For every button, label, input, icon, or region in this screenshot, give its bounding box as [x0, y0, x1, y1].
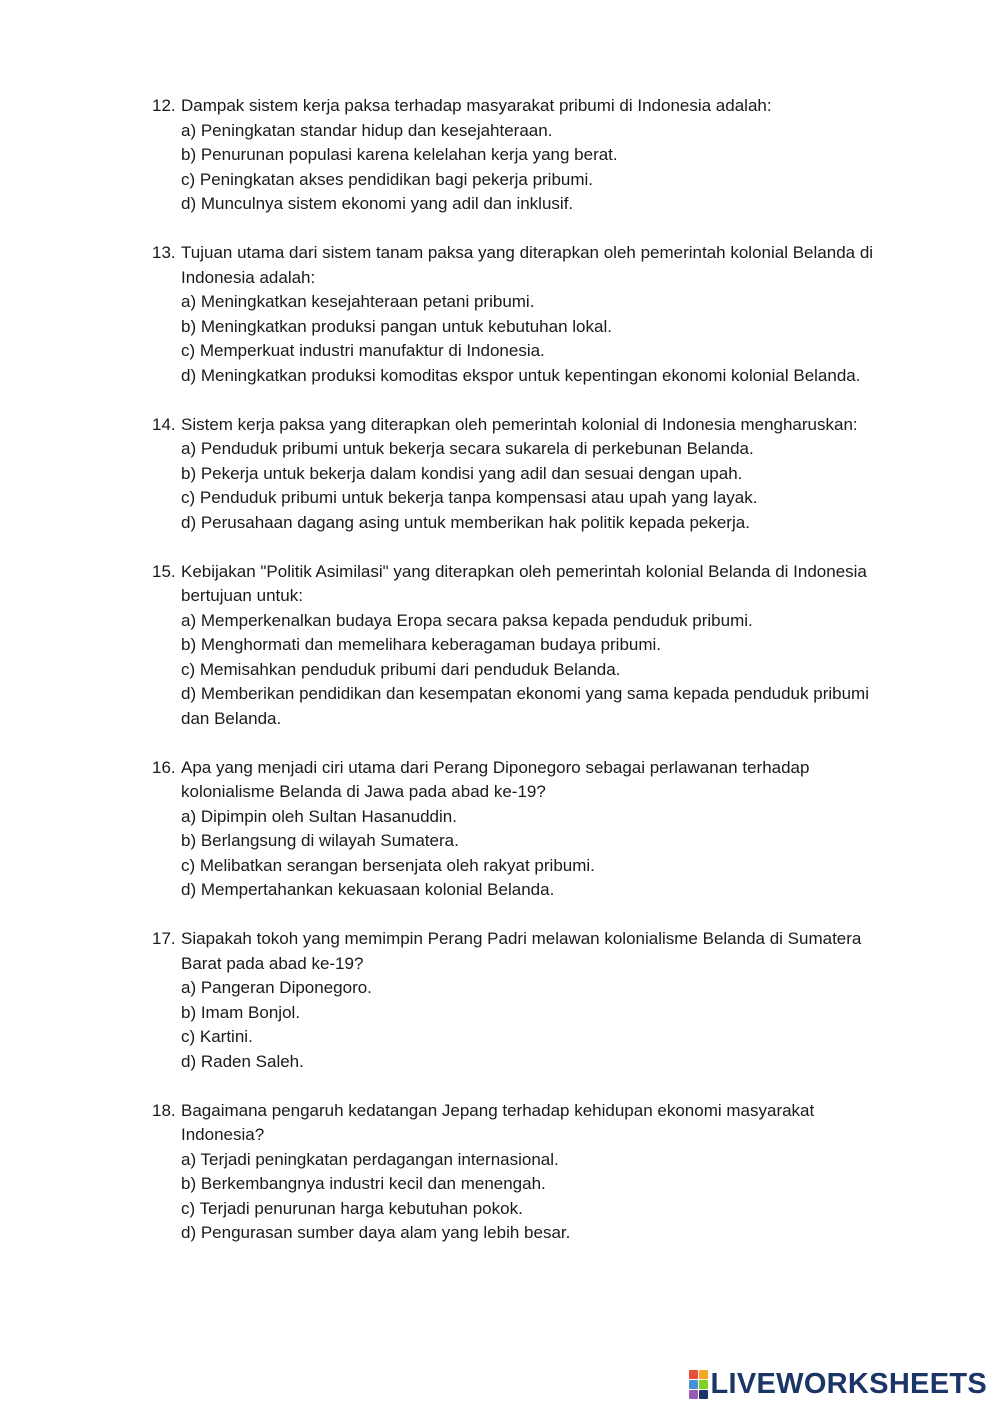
option-a: a) Penduduk pribumi untuk bekerja secara sukarela di perkebunan Belanda. — [181, 439, 754, 458]
logo-square-icon — [689, 1390, 698, 1399]
question-15 — [152, 560, 892, 732]
option-list — [152, 1148, 892, 1246]
question-stem — [152, 413, 892, 438]
option-a: a) Meningkatkan kesejahteraan petani pribumi. — [181, 292, 535, 311]
option-a: a) Pangeran Diponegoro. — [181, 978, 372, 997]
question-text: Sistem kerja paksa yang diterapkan oleh pemerintah kolonial di Indonesia mengharuskan: — [181, 414, 858, 434]
option-b: b) Menghormati dan memelihara keberagaman budaya pribumi. — [181, 635, 662, 654]
option-a: a) Dipimpin oleh Sultan Hasanuddin. — [181, 806, 457, 826]
option-list — [152, 437, 892, 535]
question-number: 13. — [152, 243, 176, 262]
option-c: c) Terjadi penurunan harga kebutuhan pokok. — [181, 1198, 523, 1218]
liveworksheets-logo — [689, 1368, 988, 1400]
liveworksheets-logo-icon — [689, 1370, 708, 1399]
question-16 — [152, 756, 892, 903]
question-text: Bagaimana pengaruh kedatangan Jepang terhadap kehidupan ekonomi masyarakat Indonesia? — [181, 1100, 815, 1144]
liveworksheets-logo-text: LIVEWORKSHEETS — [710, 1368, 987, 1400]
option-a: a) Peningkatan standar hidup dan kesejahteraan. — [181, 120, 553, 140]
question-13 — [152, 241, 892, 388]
option-d: d) Munculnya sistem ekonomi yang adil dan inklusif. — [181, 194, 574, 213]
option-d: d) Perusahaan dagang asing untuk memberikan hak politik kepada pekerja. — [181, 512, 750, 532]
option-b: b) Meningkatkan produksi pangan untuk kebutuhan lokal. — [181, 316, 612, 336]
question-number: 18. — [152, 1100, 176, 1120]
option-c: c) Penduduk pribumi untuk bekerja tanpa kompensasi atau upah yang layak. — [181, 488, 758, 507]
question-text: Dampak sistem kerja paksa terhadap masyarakat pribumi di Indonesia adalah: — [181, 96, 772, 115]
option-b: b) Berkembangnya industri kecil dan menengah. — [181, 1174, 546, 1193]
question-18 — [152, 1099, 892, 1246]
option-list — [152, 290, 892, 388]
option-d: d) Memberikan pendidikan dan kesempatan ekonomi yang sama kepada penduduk pribumi dan Belanda. — [181, 684, 869, 728]
question-stem — [152, 560, 892, 609]
option-d: d) Mempertahankan kekuasaan kolonial Belanda. — [181, 880, 555, 899]
logo-square-icon — [689, 1380, 698, 1389]
option-list — [152, 609, 892, 732]
question-17 — [152, 927, 892, 1074]
option-c: c) Kartini. — [181, 1027, 253, 1046]
option-b: b) Imam Bonjol. — [181, 1002, 301, 1022]
option-list — [152, 119, 892, 217]
option-d: d) Pengurasan sumber daya alam yang lebih besar. — [181, 1223, 571, 1242]
question-text: Tujuan utama dari sistem tanam paksa yang diterapkan oleh pemerintah kolonial Belanda di Indonesia adalah: — [181, 243, 874, 287]
question-text: Siapakah tokoh yang memimpin Perang Padri melawan kolonialisme Belanda di Sumatera Barat pada abad ke-19? — [181, 929, 862, 973]
option-a: a) Terjadi peningkatan perdagangan internasional. — [181, 1149, 559, 1169]
question-number: 16. — [152, 757, 176, 777]
question-number: 17. — [152, 929, 176, 948]
question-stem — [152, 756, 892, 805]
question-stem — [152, 927, 892, 976]
option-d: d) Raden Saleh. — [181, 1051, 304, 1071]
question-stem — [152, 94, 892, 119]
logo-square-icon — [689, 1370, 698, 1379]
question-list — [152, 94, 892, 1270]
question-stem — [152, 241, 892, 290]
option-c: c) Peningkatan akses pendidikan bagi pekerja pribumi. — [181, 169, 594, 189]
option-list — [152, 805, 892, 903]
option-b: b) Penurunan populasi karena kelelahan kerja yang berat. — [181, 145, 618, 164]
logo-square-icon — [699, 1390, 708, 1399]
option-b: b) Pekerja untuk bekerja dalam kondisi yang adil dan sesuai dengan upah. — [181, 463, 743, 483]
question-number: 12. — [152, 96, 176, 115]
question-number: 15. — [152, 561, 176, 581]
option-c: c) Memisahkan penduduk pribumi dari penduduk Belanda. — [181, 659, 621, 679]
option-list — [152, 976, 892, 1074]
question-text: Apa yang menjadi ciri utama dari Perang Diponegoro sebagai perlawanan terhadap kolonialisme Belanda di Jawa pada abad ke-19? — [181, 757, 810, 801]
logo-square-icon — [699, 1380, 708, 1389]
question-text: Kebijakan "Politik Asimilasi" yang diterapkan oleh pemerintah kolonial Belanda di Indonesia bertujuan untuk: — [181, 561, 867, 605]
question-stem — [152, 1099, 892, 1148]
question-number: 14. — [152, 414, 176, 434]
option-c: c) Melibatkan serangan bersenjata oleh rakyat pribumi. — [181, 855, 595, 875]
option-b: b) Berlangsung di wilayah Sumatera. — [181, 831, 459, 850]
logo-square-icon — [699, 1370, 708, 1379]
option-c: c) Memperkuat industri manufaktur di Indonesia. — [181, 341, 545, 360]
question-12 — [152, 94, 892, 217]
option-a: a) Memperkenalkan budaya Eropa secara paksa kepada penduduk pribumi. — [181, 610, 753, 630]
option-d: d) Meningkatkan produksi komoditas ekspor untuk kepentingan ekonomi kolonial Belanda. — [181, 365, 861, 385]
question-14 — [152, 413, 892, 536]
